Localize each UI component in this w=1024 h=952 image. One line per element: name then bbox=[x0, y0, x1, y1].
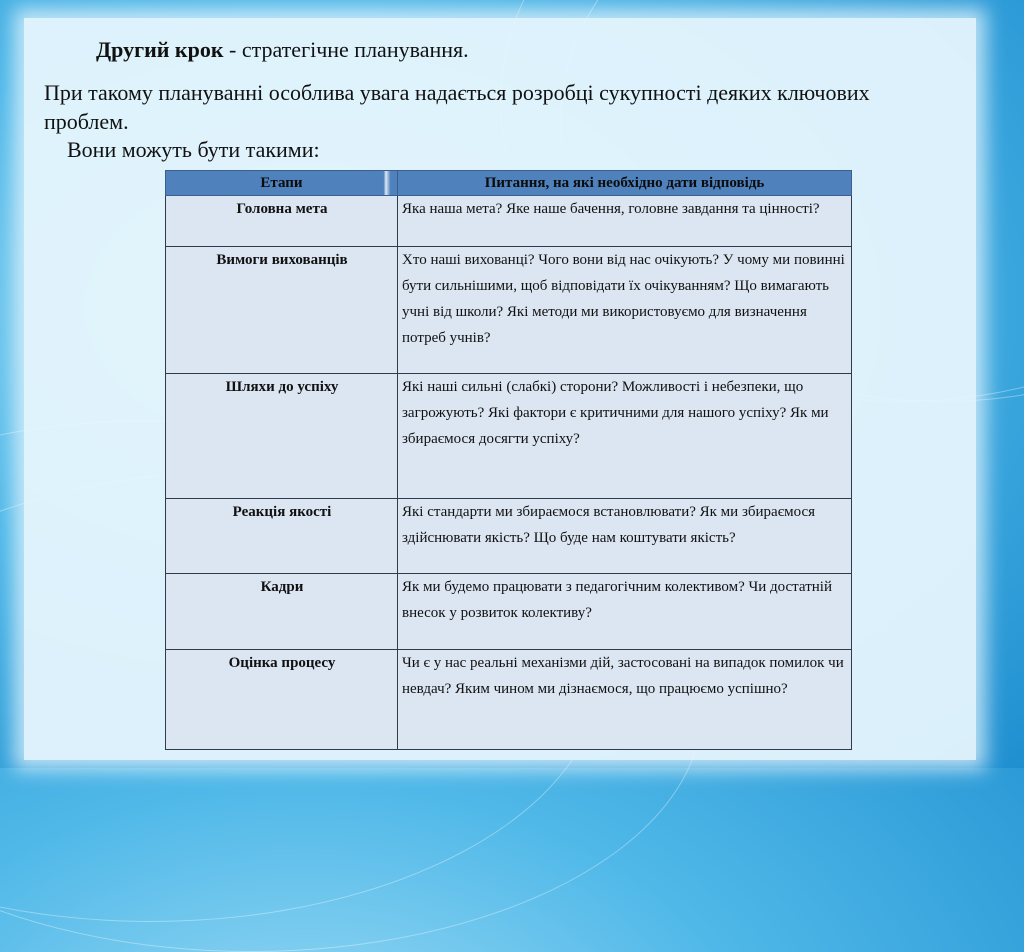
questions-cell: Які наші сильні (слабкі) сторони? Можливості і небезпеки, що загрожують? Які фактори є критичними для нашого успіху? Як ми збираємося досягти успіху? bbox=[398, 374, 852, 499]
header-stages: Етапи bbox=[166, 171, 398, 196]
stage-cell: Кадри bbox=[166, 574, 398, 650]
questions-cell: Як ми будемо працювати з педагогічним колективом? Чи достатній внесок у розвиток колективу? bbox=[398, 574, 852, 650]
questions-cell: Які стандарти ми збираємося встановлювати? Як ми збираємося здійснювати якість? Що буде нам коштувати якість? bbox=[398, 499, 852, 574]
heading-bold: Другий крок bbox=[96, 37, 224, 62]
questions-cell: Хто наші вихованці? Чого вони від нас очікують? У чому ми повинні бути сильнішими, щоб відповідати їх очікуванням? Що вимагають учні від школи? Які методи ми використовуємо для визначення потреб учнів? bbox=[398, 247, 852, 374]
table-row bbox=[166, 499, 852, 574]
table-row bbox=[166, 196, 852, 247]
header-questions: Питання, на які необхідно дати відповідь bbox=[398, 171, 852, 196]
slide-heading bbox=[96, 37, 469, 63]
questions-cell: Чи є у нас реальні механізми дій, застосовані на випадок помилок чи невдач? Яким чином ми дізнаємося, що працюємо успішно? bbox=[398, 650, 852, 750]
stage-cell: Оцінка процесу bbox=[166, 650, 398, 750]
intro-text: При такому плануванні особлива увага надається розробці сукупності деяких ключових проблем. bbox=[44, 80, 870, 134]
stage-cell: Шляхи до успіху bbox=[166, 374, 398, 499]
table-row bbox=[166, 650, 852, 750]
stage-cell: Головна мета bbox=[166, 196, 398, 247]
sub-text: Вони можуть бути такими: bbox=[67, 137, 320, 162]
heading-rest: - стратегічне планування. bbox=[223, 37, 469, 62]
questions-cell: Яка наша мета? Яке наше бачення, головне завдання та цінності? bbox=[398, 196, 852, 247]
stage-cell: Реакція якості bbox=[166, 499, 398, 574]
stage-cell: Вимоги вихованців bbox=[166, 247, 398, 374]
table-row bbox=[166, 574, 852, 650]
table-row bbox=[166, 374, 852, 499]
table-header-row bbox=[166, 171, 852, 196]
table-row bbox=[166, 247, 852, 374]
planning-table bbox=[165, 170, 852, 750]
